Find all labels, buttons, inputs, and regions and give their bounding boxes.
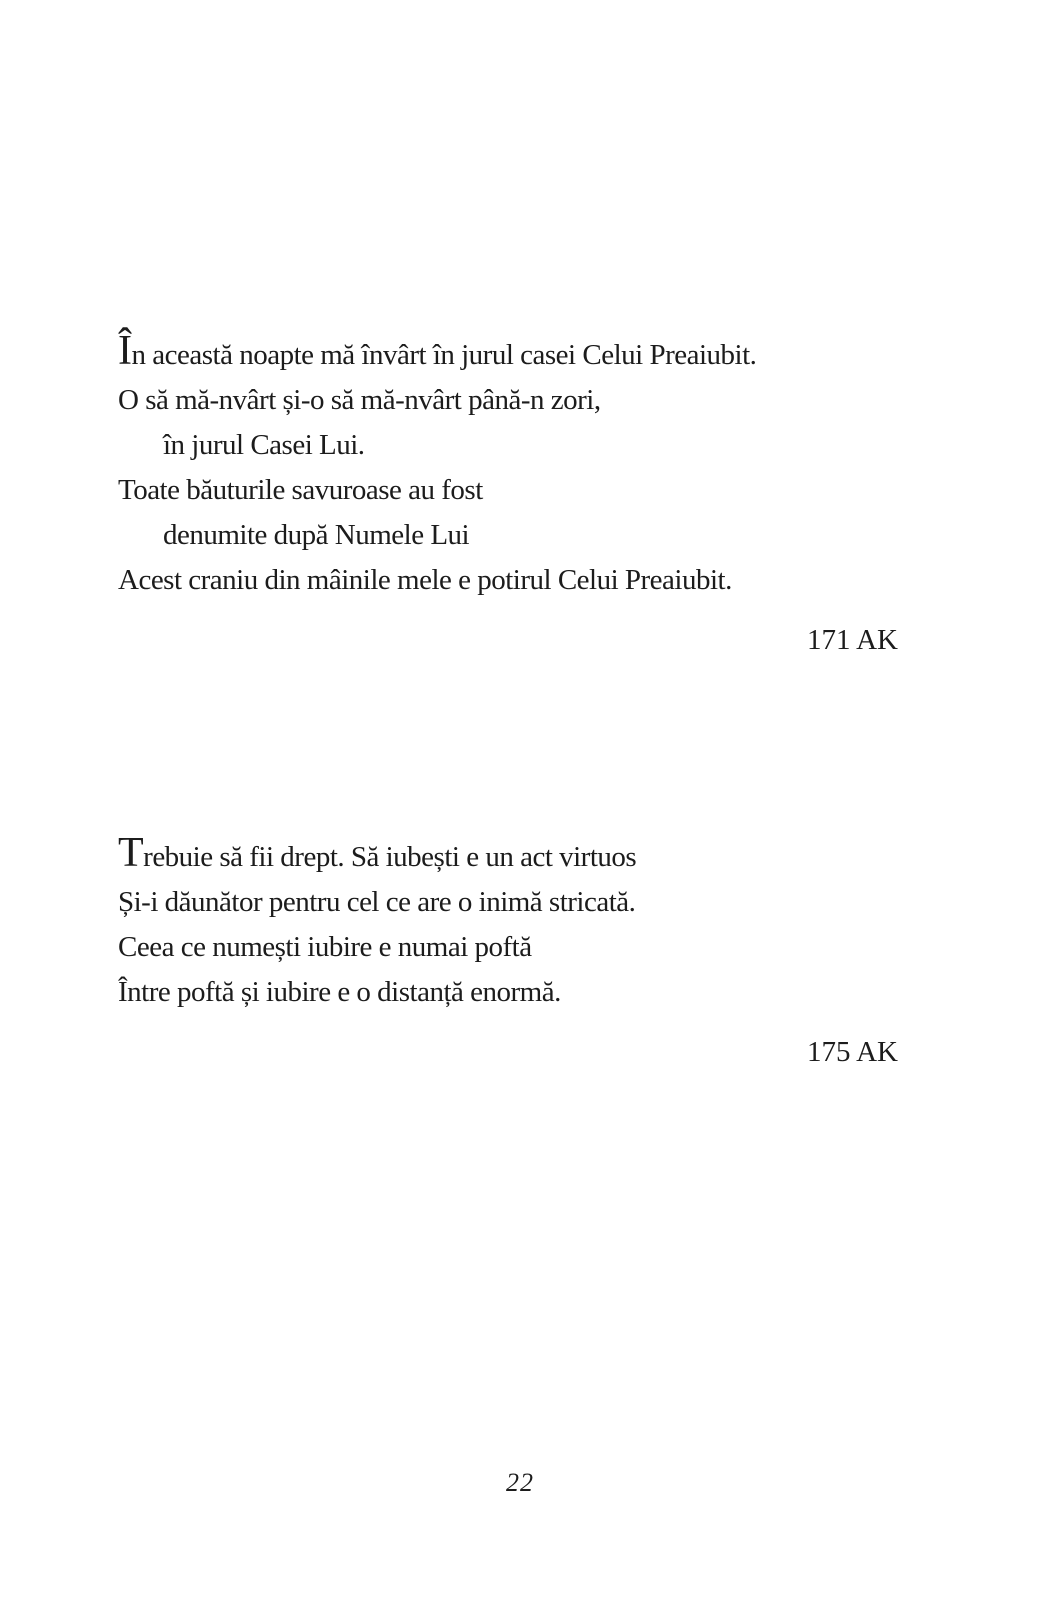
poem-2-line-2: Și-i dăunător pentru cel ce are o inimă stricată. (118, 886, 636, 918)
page-number: 22 (506, 1468, 534, 1497)
poem-2-line-1 (118, 830, 898, 880)
poem-1 (118, 328, 898, 663)
poem-2 (118, 830, 898, 1075)
poem-1-line-1 (118, 328, 898, 378)
poem-2-line-4: Între poftă și iubire e o distanță enormă. (118, 976, 561, 1008)
poem-1-line-4: Toate băuturile savuroase au fost (118, 474, 483, 506)
poem-1-line-6: Acest craniu din mâinile mele e potirul Celui Preaiubit. (118, 564, 732, 596)
poem-2-line-1-text: rebuie să fii drept. Să iubești e un act virtuos (143, 841, 637, 873)
poem-1-line-2: O să mă-nvârt și-o să mă-nvârt până-n zori, (118, 384, 601, 416)
poem-1-line-5: denumite după Numele Lui (163, 519, 470, 551)
poem-1-line-3: în jurul Casei Lui. (163, 429, 365, 461)
poem-2-dropcap: T (118, 830, 144, 876)
poem-1-line-1-text: n această noapte mă învârt în jurul casei Celui Preaiubit. (131, 339, 757, 371)
poem-2-line-3: Ceea ce numești iubire e numai poftă (118, 931, 532, 963)
poem-2-attribution: 175 AK (806, 1036, 898, 1068)
poem-1-dropcap: Î (118, 328, 132, 374)
poem-1-attribution: 171 AK (806, 624, 898, 656)
